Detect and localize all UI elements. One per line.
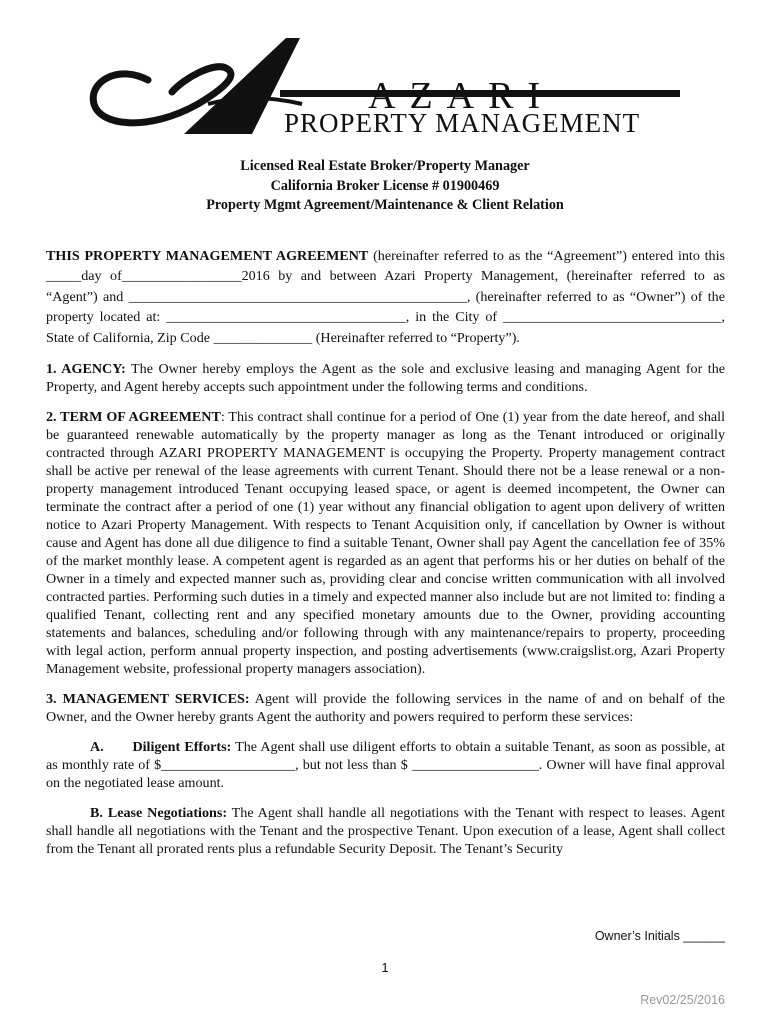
term-text: : This contract shall continue for a period of One (1) year from the date hereof, and shall be guaranteed renewable automatically by the property manager as long as the Tenant introduced or originally contracted through AZARI PROPERTY MANAGEMENT is occupying the Property. Property management contract shall be active per renewal of the lease agreements with current Tenant. Should there not be a lease renewal or a non-property management introduced Tenant occupying leased space, or agent is deemed incompetent, the Owner can terminate the contract after a period of one (1) year without any financial obligation to agent upon delivery of written notice to Azari Property Management. With respects to Tenant Acquisition only, if cancellation by Owner is without cause and Agent has done all due diligence to find a suitable Tenant, Owner shall pay Agent the cancellation fee of 35% of the market monthly lease. A competent agent is regarded as an agent that performs his or her duties on behalf of the Owner in a timely and expected manner such as, providing clear and concise written communication with all involved contracted parties. Performing such duties in a timely and expected manner also include but are not limited to: finding a qualified Tenant, collecting rent and any specified monetary amounts due to the Owner, providing accounting statements and balances, scheduling and/or following through with any maintenance/repairs to property, proceeding with legal action, perform annual property inspection, and posting advertisements (www.craigslist.org, Azari Property Management website, professional property managers association). [46,409,725,678]
document-header [0,157,770,216]
intro-title: THIS PROPERTY MANAGEMENT AGREEMENT [46,248,369,264]
agency-paragraph [46,360,725,396]
term-paragraph [46,408,725,678]
revision-date: Rev02/25/2016 [640,993,725,1007]
item-b-text: The Agent shall handle all negotiations with the Tenant with respect to leases. Agent shall handle all negotiations with the Tenant and the prospective Tenant. Upon execution of a lease, Agent shall collect from the Tenant all prorated rents plus a refundable Security Deposit. The Tenant’s Security [46,805,725,858]
term-title: 2. TERM OF AGREEMENT [46,409,221,426]
services-text: Agent will provide the following services in the name of and on behalf of the Owner, and the Owner hereby grants Agent the authority and powers required to perform these services: [46,691,725,726]
item-a-paragraph [46,738,725,792]
item-a-title: Diligent Efforts: [132,739,232,756]
item-b-title: B. Lease Negotiations: [90,805,228,822]
header-line-broker-license: California Broker License # 01900469 [270,177,500,194]
services-title: 3. MANAGEMENT SERVICES: [46,691,250,708]
agency-title: 1. AGENCY: [46,361,126,378]
intro-text: (hereinafter referred to as the “Agreement”) entered into this _____day of_________________2016 by and between Azari Property Management, (hereinafter referred to as “Agent”) and ________________________________________________, (hereinafter referred to as “Owner”) of the property located at: __________________________________, in the City of _______________________________, State of California, Zip Code ______________ (Hereinafter referred to “Property”). [46,248,725,346]
intro-paragraph [46,246,725,348]
agency-text: The Owner hereby employs the Agent as the sole and exclusive leasing and managing Agent for the Property, and Agent hereby accepts such appointment under the following terms and conditions. [46,361,725,396]
brand-name: AZARI [368,75,555,117]
services-paragraph [46,690,725,726]
item-a-label: A. [90,739,104,756]
item-a-text: The Agent shall use diligent efforts to obtain a suitable Tenant, as soon as possible, at as monthly rate of $___________________, but not less than $ __________________. Owner will have final approval on the negotiated lease amount. [46,739,725,792]
owner-initials-line: Owner’s Initials ______ [594,929,725,943]
header-line-agreement-title: Property Mgmt Agreement/Maintenance & Client Relation [206,197,564,213]
page-number: 1 [381,960,389,975]
header-line-license-type: Licensed Real Estate Broker/Property Manager [240,158,530,174]
brand-subtitle: PROPERTY MANAGEMENT [284,108,641,138]
company-logo [88,34,688,144]
agreement-body [46,246,725,870]
item-b-paragraph [46,804,725,858]
